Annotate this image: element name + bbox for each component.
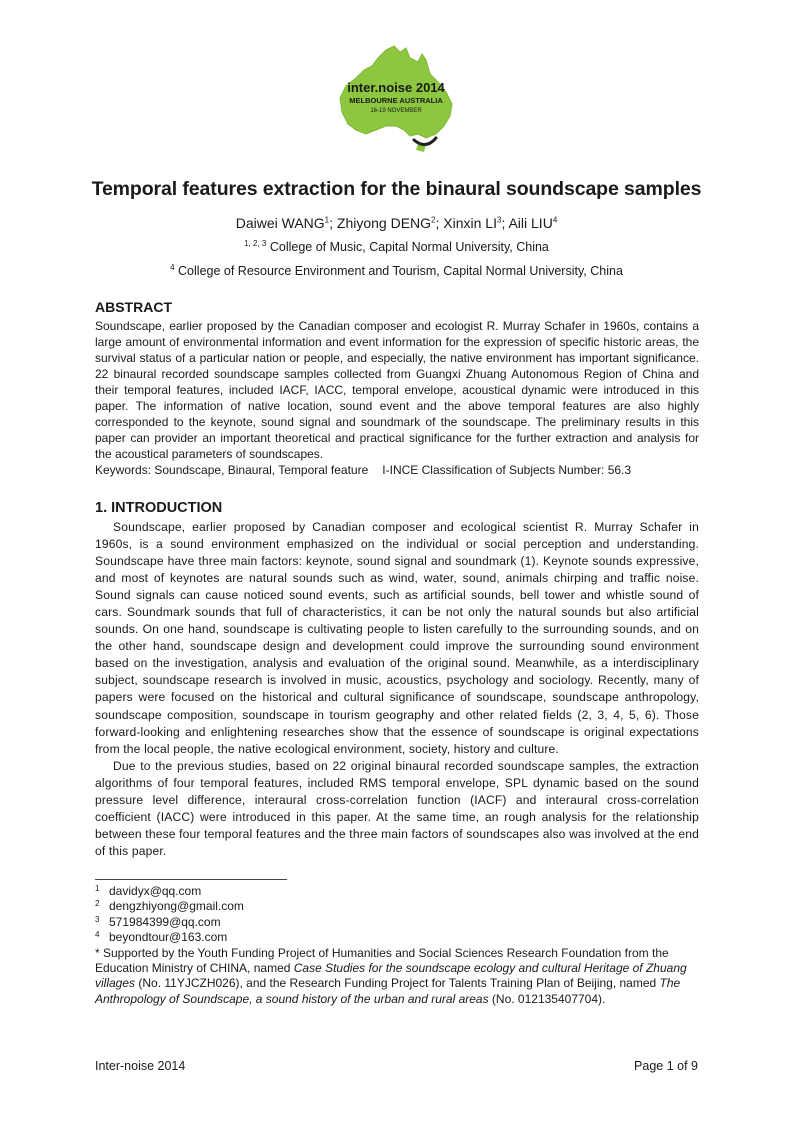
author-sup: 2 [431,215,436,225]
paper-title: Temporal features extraction for the binaural soundscape samples [91,178,702,200]
keywords-line [95,462,699,478]
footnote-email[interactable]: dengzhiyong@gmail.com [109,899,244,914]
author-sup: 1 [324,215,330,225]
abstract-heading: ABSTRACT [95,299,172,315]
footer-page-number: Page 1 of 9 [634,1059,698,1073]
affiliation-text: College of Resource Environment and Tourism, Capital Normal University, China [178,264,623,278]
author-name: Zhiyong DENG [336,215,432,231]
abstract-body: Soundscape, earlier proposed by the Canadian composer and ecologist R. Murray Schafer in 1960s, contains a large amount of environmental information and event information for the expression of specific historic areas, the survival status of a particular nation or people, and especially, the native environment has important significance. 22 binaural recorded soundscape samples collected from Guangxi Zhuang Autonomous Region of China and their temporal features, included IACF, IACC, temporal envelope, acoustical dynamic were introduced in this paper. The information of native location, sound event and the above temporal features are also highly corresponded to the keynote, sound signal and soundmark of the soundscape. The preliminary results in this paper can provider an important theoretical and practical significance for the further extraction and analysis for the acoustical parameters of soundscapes. [95,319,699,461]
footnotes [95,884,699,1007]
footnote-number: 4 [95,930,100,940]
footnote [95,930,699,945]
introduction-body [95,519,699,860]
footer-conference: Inter-noise 2014 [95,1059,186,1073]
affiliation-text: College of Music, Capital Normal University, China [269,240,549,254]
affiliation-1 [0,240,793,254]
author-name: Xinxin LI [443,215,497,231]
funding-text: (No. 012135407704). [488,991,606,1006]
introduction-heading: 1. INTRODUCTION [95,500,223,516]
footnote-number: 2 [95,899,100,909]
funding-project-title: Case Studies for the soundscape ecology and cultural Heritage of Zhuang villages [95,961,687,991]
affiliation-sup: 4 [170,262,175,272]
intro-paragraph: Due to the previous studies, based on 22 original binaural recorded soundscape samples, the extraction algorithms of four temporal features, included RMS temporal envelope, SPL dynamic based on the sound pressure level difference, interaural cross-correlation function (IACF) and interaural cross-correlation coefficient (IACC) were introduced in this paper. At the same time, an rough analysis for the relationship between these four temporal features and the three main factors of soundscapes also was involved at the end of this paper. [95,758,699,858]
footnote [95,915,699,930]
funding-text: (No. 11YJCZH026), and the Research Funding Project for Talents Training Plan of Beijing, named [135,976,660,991]
affiliation-sup: 1, 2, 3 [244,238,267,248]
funding-project-title: The Anthropology of Soundscape, a sound history of the urban and rural areas [95,976,681,1006]
author-list [0,215,793,231]
keywords: Keywords: Soundscape, Binaural, Temporal feature [95,463,369,477]
author-sep: ; [329,215,337,231]
footnote-divider [95,879,287,880]
logo-location: MELBOURNE AUSTRALIA [349,96,443,105]
affiliation-2 [0,264,793,278]
author-sup: 4 [552,215,558,225]
author-sup: 3 [496,215,502,225]
author-name: Aili LIU [508,215,553,231]
funding-note [95,946,699,1008]
author-sep: ; [435,215,444,231]
footnote-number: 1 [95,884,100,893]
conference-logo [326,40,466,165]
funding-text: * Supported by the Youth Funding Project of Humanities and Social Sciences Research Foundation from the Education Ministry of CHINA, named [95,945,669,976]
classification: I-INCE Classification of Subjects Number: 56.3 [382,463,632,477]
footnote-email[interactable]: davidyx@qq.com [109,884,202,898]
footnote-number: 3 [95,914,100,924]
logo-title: inter.noise 2014 [347,80,445,95]
logo-dates: 16-19 NOVEMBER [370,108,422,114]
footnote [95,884,699,899]
author-name: Daiwei WANG [235,215,325,231]
intro-paragraph: Soundscape, earlier proposed by Canadian composer and ecological scientist R. Murray Schafer in 1960s, is a sound environment emphasized on the individual or social perception and understanding. Soundscape have three main factors: keynote, sound signal and soundmark (1). Keynote sounds expressive, and most of keynotes are natural sounds such as wind, water, sound, animals chirping and traffic noise. Sound signals can cause noticed sound events, such as artificial sounds, bell tower and whistle sound of cars. Soundmark sounds that full of characteristics, it can be not only the natural sounds but also artificial sounds. On one hand, soundscape is cultivating people to listen carefully to the surrounding sounds, and on the other hand, soundscape design and development could improve the surrounding sound environment based on the investigation, analysis and evaluation of the original sound. Meanwhile, as a interdisciplinary subject, soundscape research is involved in music, acoustics, psychology and sociology. Recently, many of papers were focused on the historical and cultural significance of soundscape, soundscape anthropology, soundscape composition, soundscape in tourism geography and other related fields (2, 3, 4, 5, 6). Those forward-looking and enlightening researches show that the essence of soundscape is original expectations from the local people, the native ecological environment, society, history and culture. [95,520,699,756]
footnote [95,899,699,914]
footnote-email[interactable]: beyondtour@163.com [109,930,228,945]
footnote-email[interactable]: 571984399@qq.com [109,914,221,929]
australia-map-icon [326,40,466,165]
author-sep: ; [501,215,509,231]
